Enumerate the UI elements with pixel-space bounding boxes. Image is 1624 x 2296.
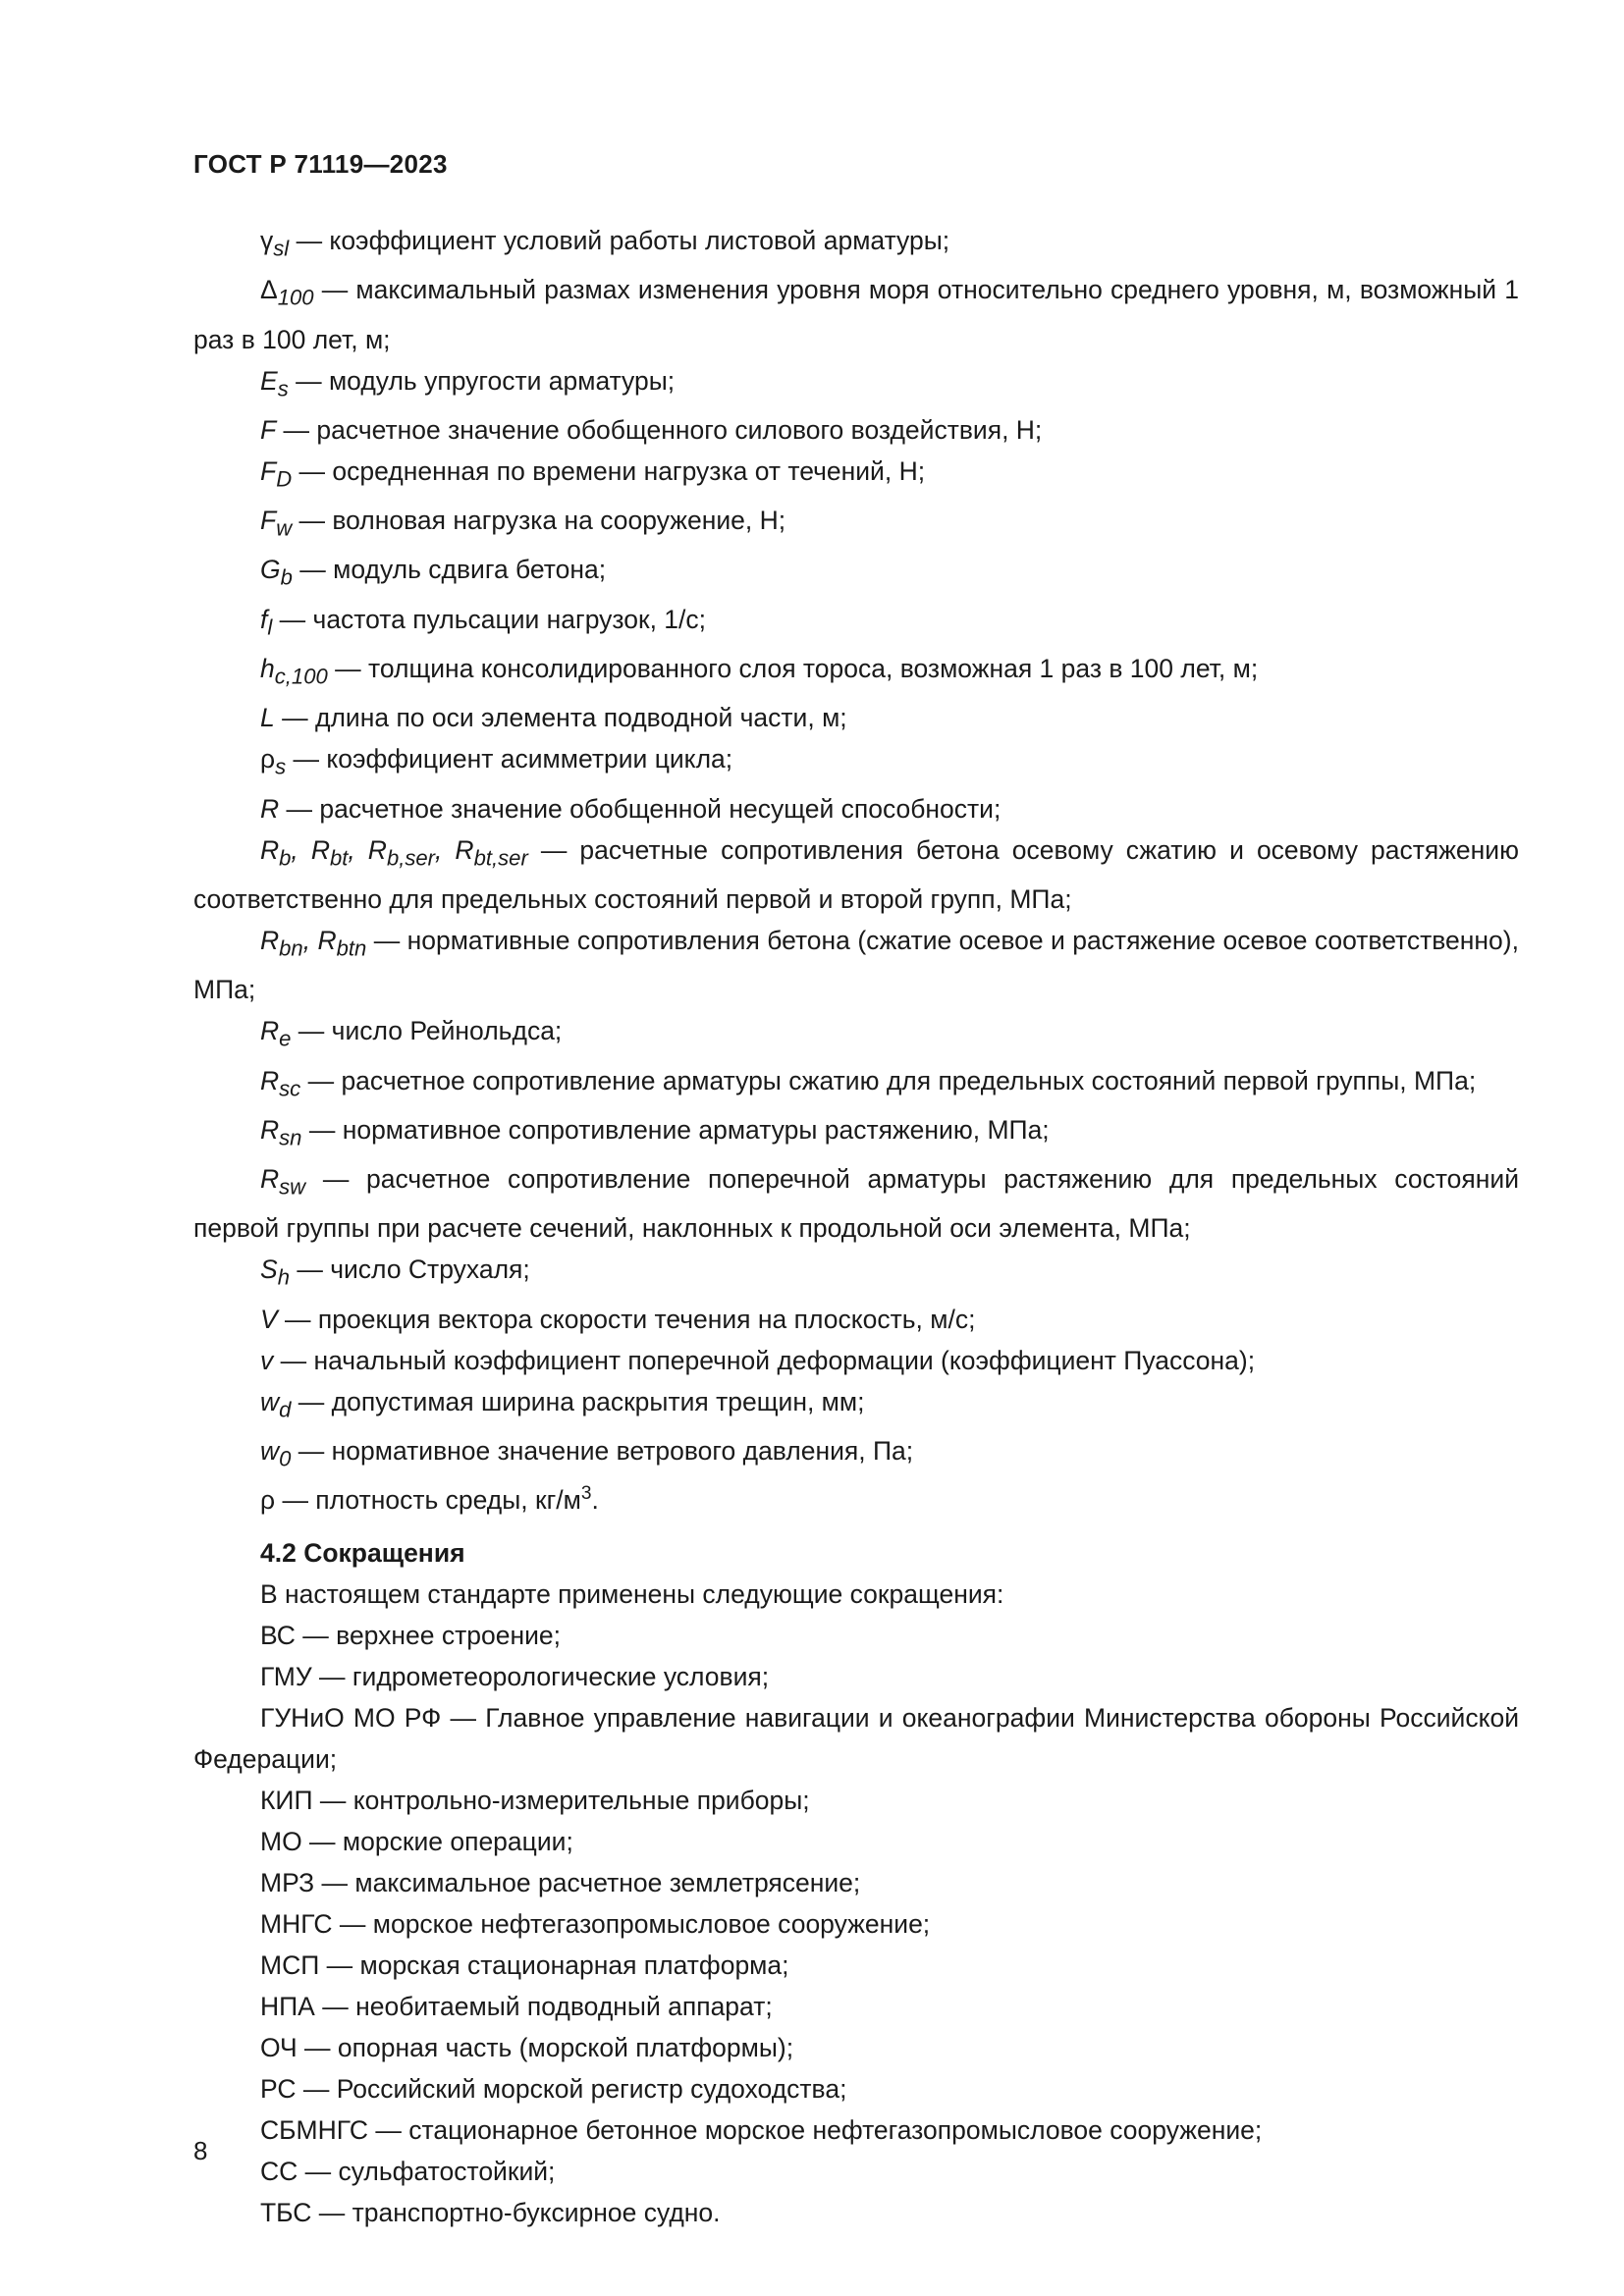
symbol-subscript: c,100 (274, 664, 328, 689)
symbol-definition (193, 1249, 1519, 1298)
symbol-definition (193, 1010, 1519, 1059)
symbol-definition (193, 1430, 1519, 1479)
abbreviation-item: НПА — необитаемый подводный аппарат; (260, 1992, 773, 2022)
symbol-subscript: sw (279, 1174, 306, 1200)
symbol-subscript: bn (279, 935, 303, 961)
symbol-description: — число Струхаля; (289, 1255, 530, 1285)
symbol-notation: f (260, 604, 268, 634)
symbol-notation: v (260, 1345, 274, 1375)
symbol-subscript: b (279, 844, 292, 870)
symbol-description: — расчетное сопротивление арматуры сжатию для предельных состояний первой группы, МПа; (300, 1065, 1477, 1095)
symbol-definition (193, 220, 1519, 269)
symbol-description: — плотность среды, кг/м (275, 1485, 581, 1516)
symbol-notation: F (260, 506, 277, 536)
symbol-definition (193, 1381, 1519, 1430)
symbol-definition (193, 1109, 1519, 1158)
symbol-description: — расчетные сопротивления бетона осевому сжатию и осевому растяжению соответственно для предельных состояний первой и второй групп, МПа; (193, 834, 1519, 914)
symbol-notation: w (260, 1436, 280, 1467)
abbreviation-item: МО — морские операции; (260, 1827, 573, 1857)
symbol-definition (193, 920, 1519, 1010)
symbol-description: — коэффициент условий работы листовой арматуры; (289, 226, 950, 255)
symbol-description: — нормативное сопротивление арматуры растяжению, МПа; (301, 1114, 1050, 1145)
symbol-description: — проекция вектора скорости течения на плоскость, м/с; (277, 1304, 976, 1334)
symbol-notation: R (260, 925, 280, 955)
symbol-subscript: b (280, 564, 293, 590)
symbol-definition (193, 697, 1519, 738)
symbol-notation: , R (302, 925, 337, 955)
symbol-notation: , R (291, 834, 330, 865)
symbol-description: — число Рейнольдса; (291, 1016, 563, 1046)
symbol-description: — длина по оси элемента подводной части, м; (274, 703, 847, 733)
symbol-notation: F (260, 455, 277, 486)
symbol-notation: ρ (260, 744, 276, 774)
symbol-definition (193, 1158, 1519, 1249)
symbol-subscript: s (277, 375, 289, 400)
symbol-description: — расчетное значение обобщенной несущей способности; (279, 793, 1001, 824)
symbol-notation: R (260, 793, 280, 824)
symbol-notation: R (260, 1114, 280, 1145)
symbol-definition (193, 1340, 1519, 1381)
abbreviation-item: СБМНГС — стационарное бетонное морское нефтегазопромысловое сооружение; (260, 2115, 1263, 2146)
unit-superscript: 3 (580, 1483, 592, 1505)
abbreviations-list (193, 1615, 1519, 2233)
symbol-description: — коэффициент асимметрии цикла; (286, 744, 733, 774)
abbreviation-item: ГМУ — гидрометеорологические условия; (260, 1662, 770, 1692)
symbol-subscript: bt (329, 844, 349, 870)
abbreviation-item: МСП — морская стационарная платформа; (260, 1950, 789, 1981)
symbol-subscript: sc (279, 1075, 301, 1100)
symbol-subscript: 100 (277, 285, 314, 310)
symbol-description: — расчетное значение обобщенного силового воздействия, Н; (276, 414, 1043, 445)
symbol-description: — волновая нагрузка на сооружение, Н; (292, 506, 786, 536)
symbol-description: — максимальный размах изменения уровня моря относительно среднего уровня, м, возможный 1 раз в 100 лет, м; (193, 275, 1519, 354)
abbreviation-item: ГУНиО МО РФ — Главное управление навигации и океанографии Министерства обороны Российской Федерации; (193, 1703, 1519, 1775)
abbreviation-item: МНГС — морское нефтегазопромысловое сооружение; (260, 1909, 931, 1940)
abbreviation-item: КИП — контрольно-измерительные приборы; (260, 1786, 810, 1816)
symbol-definition (193, 829, 1519, 920)
symbol-definition (193, 360, 1519, 409)
abbreviation-item: МРЗ — максимальное расчетное землетрясение; (260, 1868, 861, 1898)
symbol-description: — нормативные сопротивления бетона (сжатие осевое и растяжение осевое соответственно), МПа; (193, 925, 1519, 1005)
symbol-subscript: sl (273, 236, 290, 261)
symbol-description: — начальный коэффициент поперечной деформации (коэффициент Пуассона); (273, 1345, 1256, 1375)
symbol-definition (193, 788, 1519, 829)
symbol-subscript: d (279, 1397, 292, 1422)
section-intro: В настоящем стандарте применены следующие сокращения: (260, 1579, 1004, 1610)
symbol-notation: Δ (260, 275, 278, 305)
symbol-subscript: D (276, 466, 293, 492)
symbol-description: — модуль упругости арматуры; (288, 365, 676, 396)
symbol-definition (193, 269, 1519, 359)
symbol-notation: E (260, 365, 278, 396)
symbol-subscript: btn (336, 935, 367, 961)
symbol-notation: R (260, 834, 280, 865)
symbol-definition (193, 1299, 1519, 1340)
abbreviation-item: РС — Российский морской регистр судоходства; (260, 2074, 847, 2105)
abbreviation-item: ТБС — транспортно-буксирное судно. (260, 2198, 721, 2228)
symbol-notation: S (260, 1255, 278, 1285)
page-number: 8 (193, 2136, 208, 2165)
symbol-description: — расчетное сопротивление поперечной арматуры растяжению для предельных состояний первой группы при расчете сечений, наклонных к продольной оси элемента, МПа; (193, 1164, 1519, 1244)
abbreviation-item: ВС — верхнее строение; (260, 1621, 561, 1651)
symbol-subscript: e (279, 1026, 292, 1051)
symbol-description: — осредненная по времени нагрузка от течений, Н; (292, 455, 926, 486)
symbol-notation: R (260, 1016, 280, 1046)
symbol-subscript: b,ser (386, 844, 436, 870)
symbol-notation: R (260, 1065, 280, 1095)
symbol-notation: G (260, 555, 281, 585)
abbreviation-item: СС — сульфатостойкий; (260, 2157, 556, 2187)
symbol-subscript: s (275, 754, 287, 779)
symbol-description: — нормативное значение ветрового давления, Па; (291, 1436, 914, 1467)
symbol-notation: , R (348, 834, 387, 865)
symbol-description: — допустимая ширина раскрытия трещин, мм; (291, 1386, 865, 1416)
symbol-notation: L (260, 703, 275, 733)
symbol-description: — частота пульсации нагрузок, 1/с; (272, 604, 707, 634)
symbol-definition (193, 648, 1519, 697)
symbol-tail: . (591, 1485, 599, 1516)
symbol-subscript: sn (279, 1125, 302, 1150)
symbol-description: — модуль сдвига бетона; (292, 555, 607, 585)
symbol-definition (193, 549, 1519, 598)
symbol-notation: R (260, 1164, 280, 1195)
symbol-definition (193, 1060, 1519, 1109)
symbol-notation: , R (435, 834, 474, 865)
symbol-subscript: 0 (279, 1446, 292, 1471)
symbol-notation: F (260, 414, 277, 445)
symbol-subscript: l (267, 614, 273, 640)
symbol-notation: ρ (260, 1485, 276, 1516)
symbols-list (193, 220, 1519, 1521)
symbol-definition (193, 599, 1519, 648)
symbol-subscript: h (277, 1264, 290, 1290)
symbol-definition (193, 451, 1519, 500)
symbol-definition (193, 409, 1519, 451)
symbol-definition (193, 738, 1519, 787)
document-header: ГОСТ Р 71119—2023 (193, 149, 448, 179)
symbol-description: — толщина консолидированного слоя тороса, возможная 1 раз в 100 лет, м; (327, 654, 1259, 684)
symbol-notation: h (260, 654, 275, 684)
symbol-subscript: bt,ser (473, 844, 528, 870)
symbol-notation: w (260, 1386, 280, 1416)
abbreviation-item: ОЧ — опорная часть (морской платформы); (260, 2033, 794, 2063)
symbol-definition (193, 500, 1519, 549)
symbol-definition (193, 1479, 1519, 1521)
page-content (193, 220, 1519, 2233)
section-title: 4.2 Сокращения (260, 1538, 465, 1569)
symbol-notation: γ (260, 226, 274, 255)
symbol-notation: V (260, 1304, 278, 1334)
symbol-subscript: w (276, 515, 293, 541)
